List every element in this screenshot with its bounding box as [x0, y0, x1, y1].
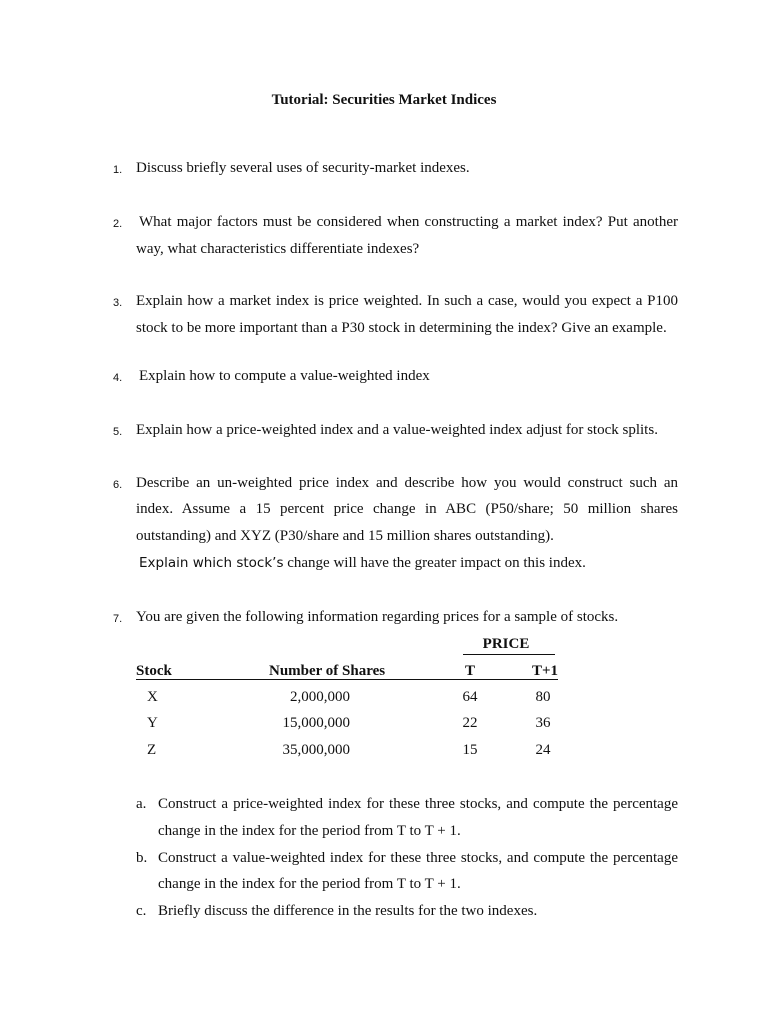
cell-shares: 2,000,000: [290, 689, 350, 705]
question-text: outstanding) and XYZ (P30/share and 15 million shares outstanding).: [136, 528, 554, 544]
question-text: way, what characteristics differentiate indexes?: [136, 241, 420, 257]
sub-question-label: c.: [136, 903, 147, 919]
cell-price-t: 22: [462, 715, 478, 731]
question-number: 7.: [113, 613, 123, 625]
question-text: Explain how a price-weighted index and a value-weighted index adjust for stock splits.: [136, 422, 658, 438]
cell-price-t1: 80: [535, 689, 551, 705]
sub-question-text: Construct a price-weighted index for these three stocks, and compute the percentage: [158, 796, 678, 812]
question-number: 4.: [113, 372, 123, 384]
price-header: PRICE: [482, 636, 530, 652]
question-number: 5.: [113, 426, 123, 438]
question-text-sans: Explain which stock’s: [139, 555, 284, 571]
column-header-t1: T+1: [531, 663, 559, 679]
price-header-rule: [463, 654, 555, 655]
question-text: change will have the greater impact on this index.: [283, 555, 586, 571]
question-number: 6.: [113, 479, 123, 491]
cell-stock: X: [147, 689, 158, 705]
question-text: Explain how to compute a value-weighted index: [139, 368, 430, 384]
cell-price-t1: 24: [535, 742, 551, 758]
cell-price-t: 64: [462, 689, 478, 705]
sub-question-label: a.: [136, 796, 147, 812]
table-header-rule: [136, 679, 558, 680]
question-text: Describe an un-weighted price index and describe how you would construct such an: [136, 475, 678, 491]
question-number: 1.: [113, 164, 123, 176]
cell-stock: Y: [147, 715, 158, 731]
sub-question-text: Briefly discuss the difference in the results for the two indexes.: [158, 903, 538, 919]
question-text: index. Assume a 15 percent price change in ABC (P50/share; 50 million shares: [136, 501, 678, 517]
column-header-shares: Number of Shares: [269, 663, 386, 679]
cell-shares: 35,000,000: [282, 742, 350, 758]
question-text: Discuss briefly several uses of security-market indexes.: [136, 160, 470, 176]
question-text: Explain how a market index is price weighted. In such a case, would you expect a P100: [136, 293, 678, 309]
cell-price-t: 15: [462, 742, 478, 758]
cell-shares: 15,000,000: [282, 715, 350, 731]
cell-stock: Z: [147, 742, 157, 758]
question-text: stock to be more important than a P30 stock in determining the index? Give an example.: [136, 320, 667, 336]
cell-price-t1: 36: [535, 715, 551, 731]
sub-question-text: change in the index for the period from T to T + 1.: [158, 823, 461, 839]
sub-question-text: Construct a value-weighted index for these three stocks, and compute the percentage: [158, 850, 678, 866]
column-header-t: T: [464, 663, 475, 679]
question-text: What major factors must be considered when constructing a market index? Put another: [139, 214, 678, 230]
question-text: [139, 555, 586, 572]
question-number: 3.: [113, 297, 123, 309]
sub-question-text: change in the index for the period from T to T + 1.: [158, 876, 461, 892]
page-title: Tutorial: Securities Market Indices: [271, 92, 497, 108]
column-header-stock: Stock: [136, 663, 172, 679]
question-number: 2.: [113, 218, 123, 230]
question-text: You are given the following information regarding prices for a sample of stocks.: [136, 609, 619, 625]
sub-question-label: b.: [136, 850, 148, 866]
